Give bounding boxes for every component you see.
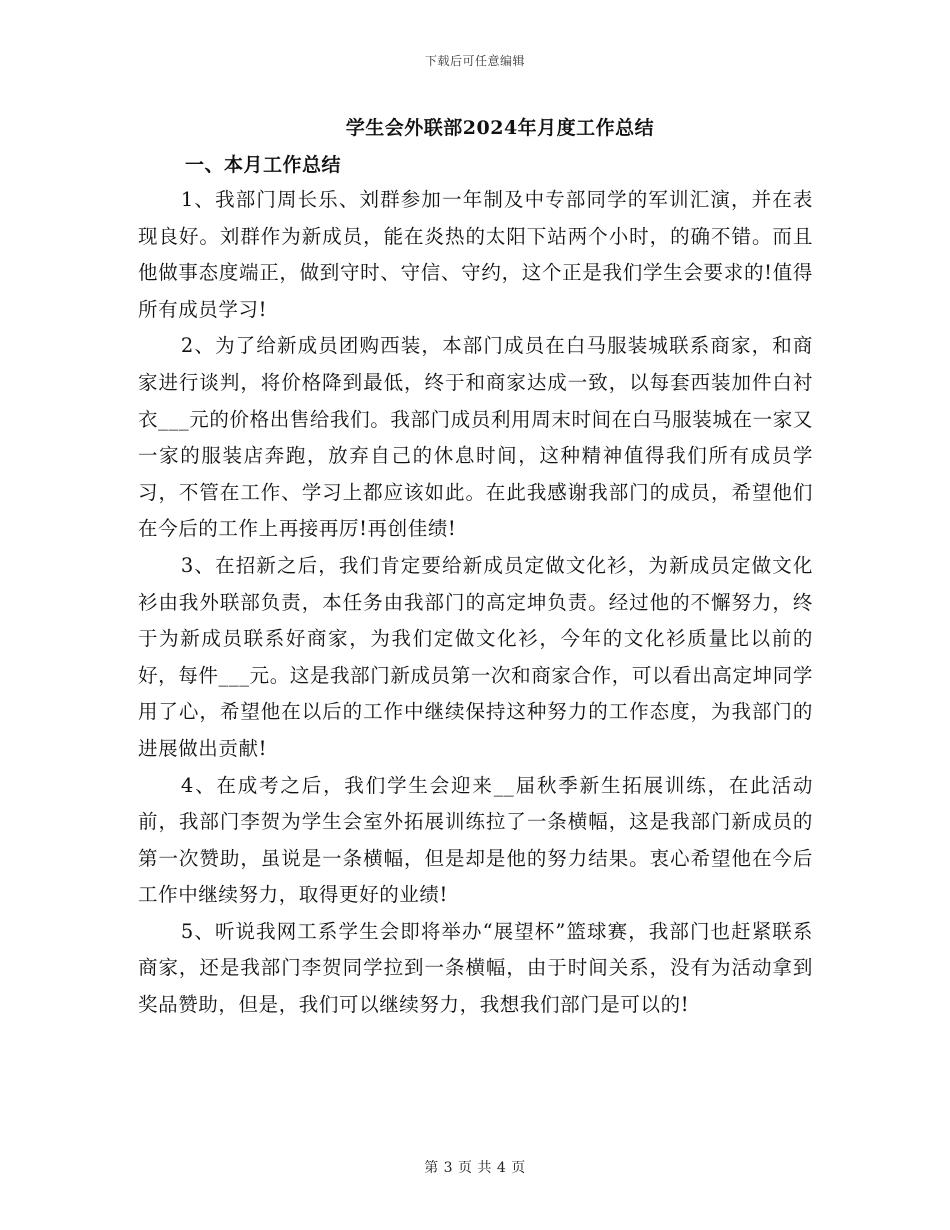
paragraph-4: 4、在成考之后，我们学生会迎来__届秋季新生拓展训练，在此活动前，我部门李贺为学生会室外拓展训练拉了一条横幅，这是我部门新成员的第一次赞助，虽说是一条横幅，但是却是他的努力结果。衷心希望他在今后工作中继续努力，取得更好的业绩! [138, 773, 813, 907]
paragraph-3: 3、在招新之后，我们肯定要给新成员定做文化衫，为新成员定做文化衫由我外联部负责，本任务由我部门的高定坤负责。经过他的不懈努力，终于为新成员联系好商家，为我们定做文化衫，今年的文化衫质量比以前的好，每件___元。这是我部门新成员第一次和商家合作，可以看出高定坤同学用了心，希望他在以后的工作中继续保持这种努力的工作态度，为我部门的进展做出贡献! [138, 553, 813, 760]
paragraph-2: 2、为了给新成员团购西装，本部门成员在白马服装城联系商家，和商家进行谈判，将价格降到最低，终于和商家达成一致，以每套西装加件白衬衣___元的价格出售给我们。我部门成员利用周末时间在白马服装城在一家又一家的服装店奔跑，放弃自己的休息时间，这种精神值得我们所有成员学习，不管在工作、学习上都应该如此。在此我感谢我部门的成员，希望他们在今后的工作上再接再厉!再创佳绩! [138, 334, 813, 541]
document-title: 学生会外联部2024年月度工作总结 [345, 117, 655, 139]
section-heading: 一、本月工作总结 [185, 154, 342, 176]
document-body [138, 182, 813, 1024]
paragraph-5: 5、听说我网工系学生会即将举办“展望杯”篮球赛，我部门也赶紧联系商家，还是我部门李贺同学拉到一条横幅，由于时间关系，没有为活动拿到奖品赞助，但是，我们可以继续努力，我想我们部门是可以的! [138, 919, 813, 1017]
page-number: 第 3 页 共 4 页 [424, 1160, 526, 1176]
paragraph-1: 1、我部门周长乐、刘群参加一年制及中专部同学的军训汇演，并在表现良好。刘群作为新成员，能在炎热的太阳下站两个小时，的确不错。而且他做事态度端正，做到守时、守信、守约，这个正是我们学生会要求的!值得所有成员学习! [138, 188, 813, 321]
page-header-note: 下载后可任意编辑 [424, 54, 525, 68]
